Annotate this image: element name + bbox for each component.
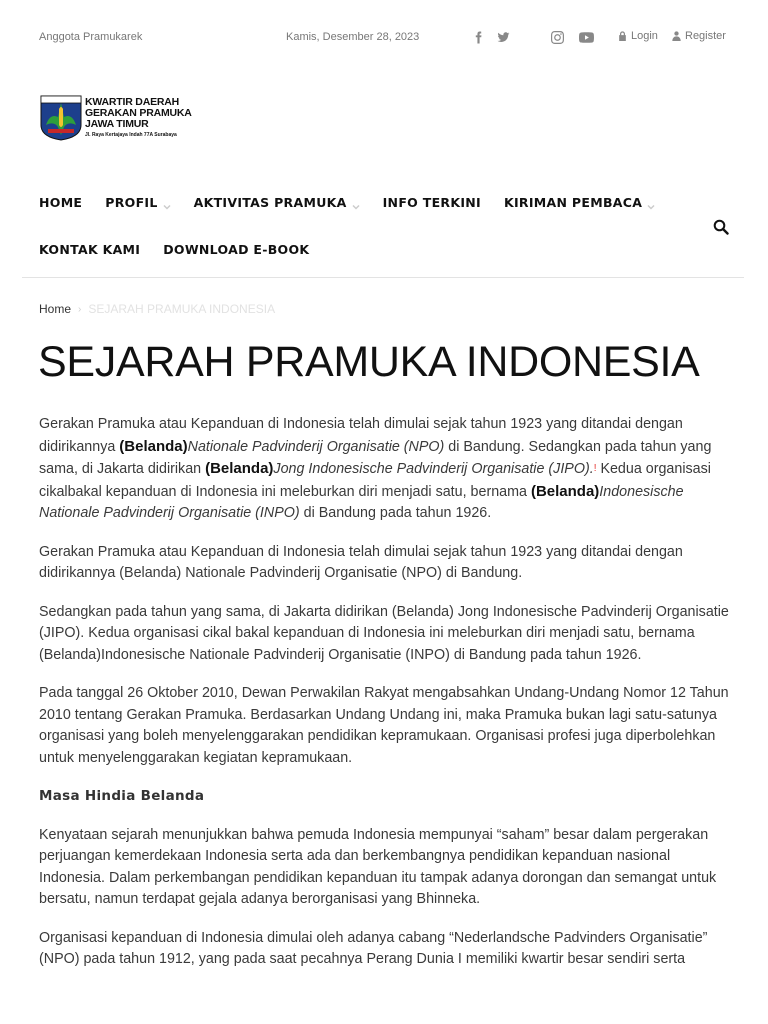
kwarda-emblem-icon (40, 95, 82, 141)
nav-item-home[interactable]: HOME (39, 195, 83, 210)
breadcrumb (39, 302, 275, 316)
nav-item-download-ebook[interactable]: DOWNLOAD E-BOOK (163, 242, 310, 257)
logo-line-3: JAWA TIMUR (85, 118, 149, 130)
instagram-icon[interactable] (548, 27, 566, 47)
nav-item-info-terkini[interactable]: INFO TERKINI (382, 195, 481, 210)
article-paragraph: Kenyataan sejarah menunjukkan bahwa pemuda Indonesia mempunyai “saham” besar dalam pergerakan perjuangan kemerdekaan Indonesia serta ada dan berkembangnya pendidikan kepanduan nasional Indonesia. Dalam perkembangan pendidikan kepanduan itu tampak adanya dorongan dan semangat untuk bersatu, namun terdapat gejala adanya berorganisasi yang Bhinneka. (39, 826, 717, 907)
breadcrumb-home[interactable]: Home (39, 302, 72, 316)
article-body (39, 414, 729, 988)
youtube-icon[interactable] (576, 27, 596, 47)
register-link[interactable] (672, 30, 726, 42)
nav-item-kiriman-pembaca[interactable]: KIRIMAN PEMBACA (504, 195, 655, 210)
login-link[interactable] (618, 30, 658, 42)
section-heading: Masa Hindia Belanda (39, 788, 205, 804)
article-paragraph: Organisasi kepanduan di Indonesia dimulai oleh adanya cabang “Nederlandsche Padvinders Organisatie” (NPO) pada tahun 1912, yang pada saat pecahnya Perang Dunia I memiliki kwartir besar sendiri serta (39, 929, 708, 967)
chevron-down-icon (352, 199, 360, 207)
chevron-down-icon (647, 199, 655, 207)
user-icon (672, 31, 681, 41)
page-title: SEJARAH PRAMUKA INDONESIA (38, 338, 700, 386)
search-icon[interactable] (713, 219, 731, 237)
twitter-icon[interactable] (494, 27, 512, 47)
register-label: Register (685, 30, 726, 42)
member-link[interactable]: Anggota Pramukarek (39, 31, 143, 43)
logo-address: Jl. Raya Kertajaya Indah 77A Surabaya (85, 132, 177, 138)
nav-item-profil[interactable]: PROFIL (105, 195, 170, 210)
top-bar (39, 27, 729, 47)
chevron-down-icon (163, 199, 171, 207)
breadcrumb-separator: › (78, 303, 82, 315)
article-paragraph: Pada tanggal 26 Oktober 2010, Dewan Perwakilan Rakyat mengabsahkan Undang-Undang Nomor 12 Tahun 2010 tentang Gerakan Pramuka. Berdasarkan Undang Undang ini, maka Pramuka bukan lagi satu-satunya organisasi yang boleh menyelenggarakan pendidikan kepramukaan. Organisasi profesi juga diperbolehkan untuk menyelenggarakan kegiatan kepramukaan. (39, 685, 729, 766)
nav-item-aktivitas-pramuka[interactable]: AKTIVITAS PRAMUKA (194, 195, 360, 210)
article-paragraph: Sedangkan pada tahun yang sama, di Jakarta didirikan (Belanda) Jong Indonesische Padvinderij Organisatie (JIPO). Kedua organisasi cikal bakal kepanduan di Indonesia ini meleburkan diri menjadi satu, bernama (Belanda)Indonesische Nationale Padvinderij Organisatie (INPO) di Bandung pada tahun 1926. (39, 603, 729, 663)
nav-item-kontak-kami[interactable]: KONTAK KAMI (39, 242, 141, 257)
current-date: Kamis, Desember 28, 2023 (286, 31, 420, 43)
article-paragraph: Gerakan Pramuka atau Kepanduan di Indonesia telah dimulai sejak tahun 1923 yang ditandai dengan didirikannya (Belanda)Nationale Padvinderij Organisatie (NPO) di Bandung. Sedangkan pada tahun yang sama, di Jakarta didirikan (Belanda)Jong Indonesische Padvinderij Organisatie (JIPO).! Kedua organisasi cikalbakal kepanduan di Indonesia ini meleburkan diri menjadi satu, bernama (Belanda)Indonesische Nationale Padvinderij Organisatie (INPO) di Bandung pada tahun 1926. (39, 416, 712, 521)
breadcrumb-current: SEJARAH PRAMUKA INDONESIA (88, 302, 276, 316)
login-label: Login (631, 30, 658, 42)
logo-line-2: GERAKAN PRAMUKA (85, 107, 192, 119)
nav-divider (22, 277, 744, 278)
logo-line-1: KWARTIR DAERAH (85, 96, 180, 108)
article-paragraph: Gerakan Pramuka atau Kepanduan di Indonesia telah dimulai sejak tahun 1923 yang ditandai dengan didirikannya (Belanda) Nationale Padvinderij Organisatie (NPO) di Bandung. (39, 543, 683, 581)
facebook-icon[interactable] (469, 27, 487, 47)
site-logo[interactable] (40, 95, 200, 143)
lock-icon (618, 31, 627, 41)
footnote-link[interactable]: ! (593, 463, 597, 474)
